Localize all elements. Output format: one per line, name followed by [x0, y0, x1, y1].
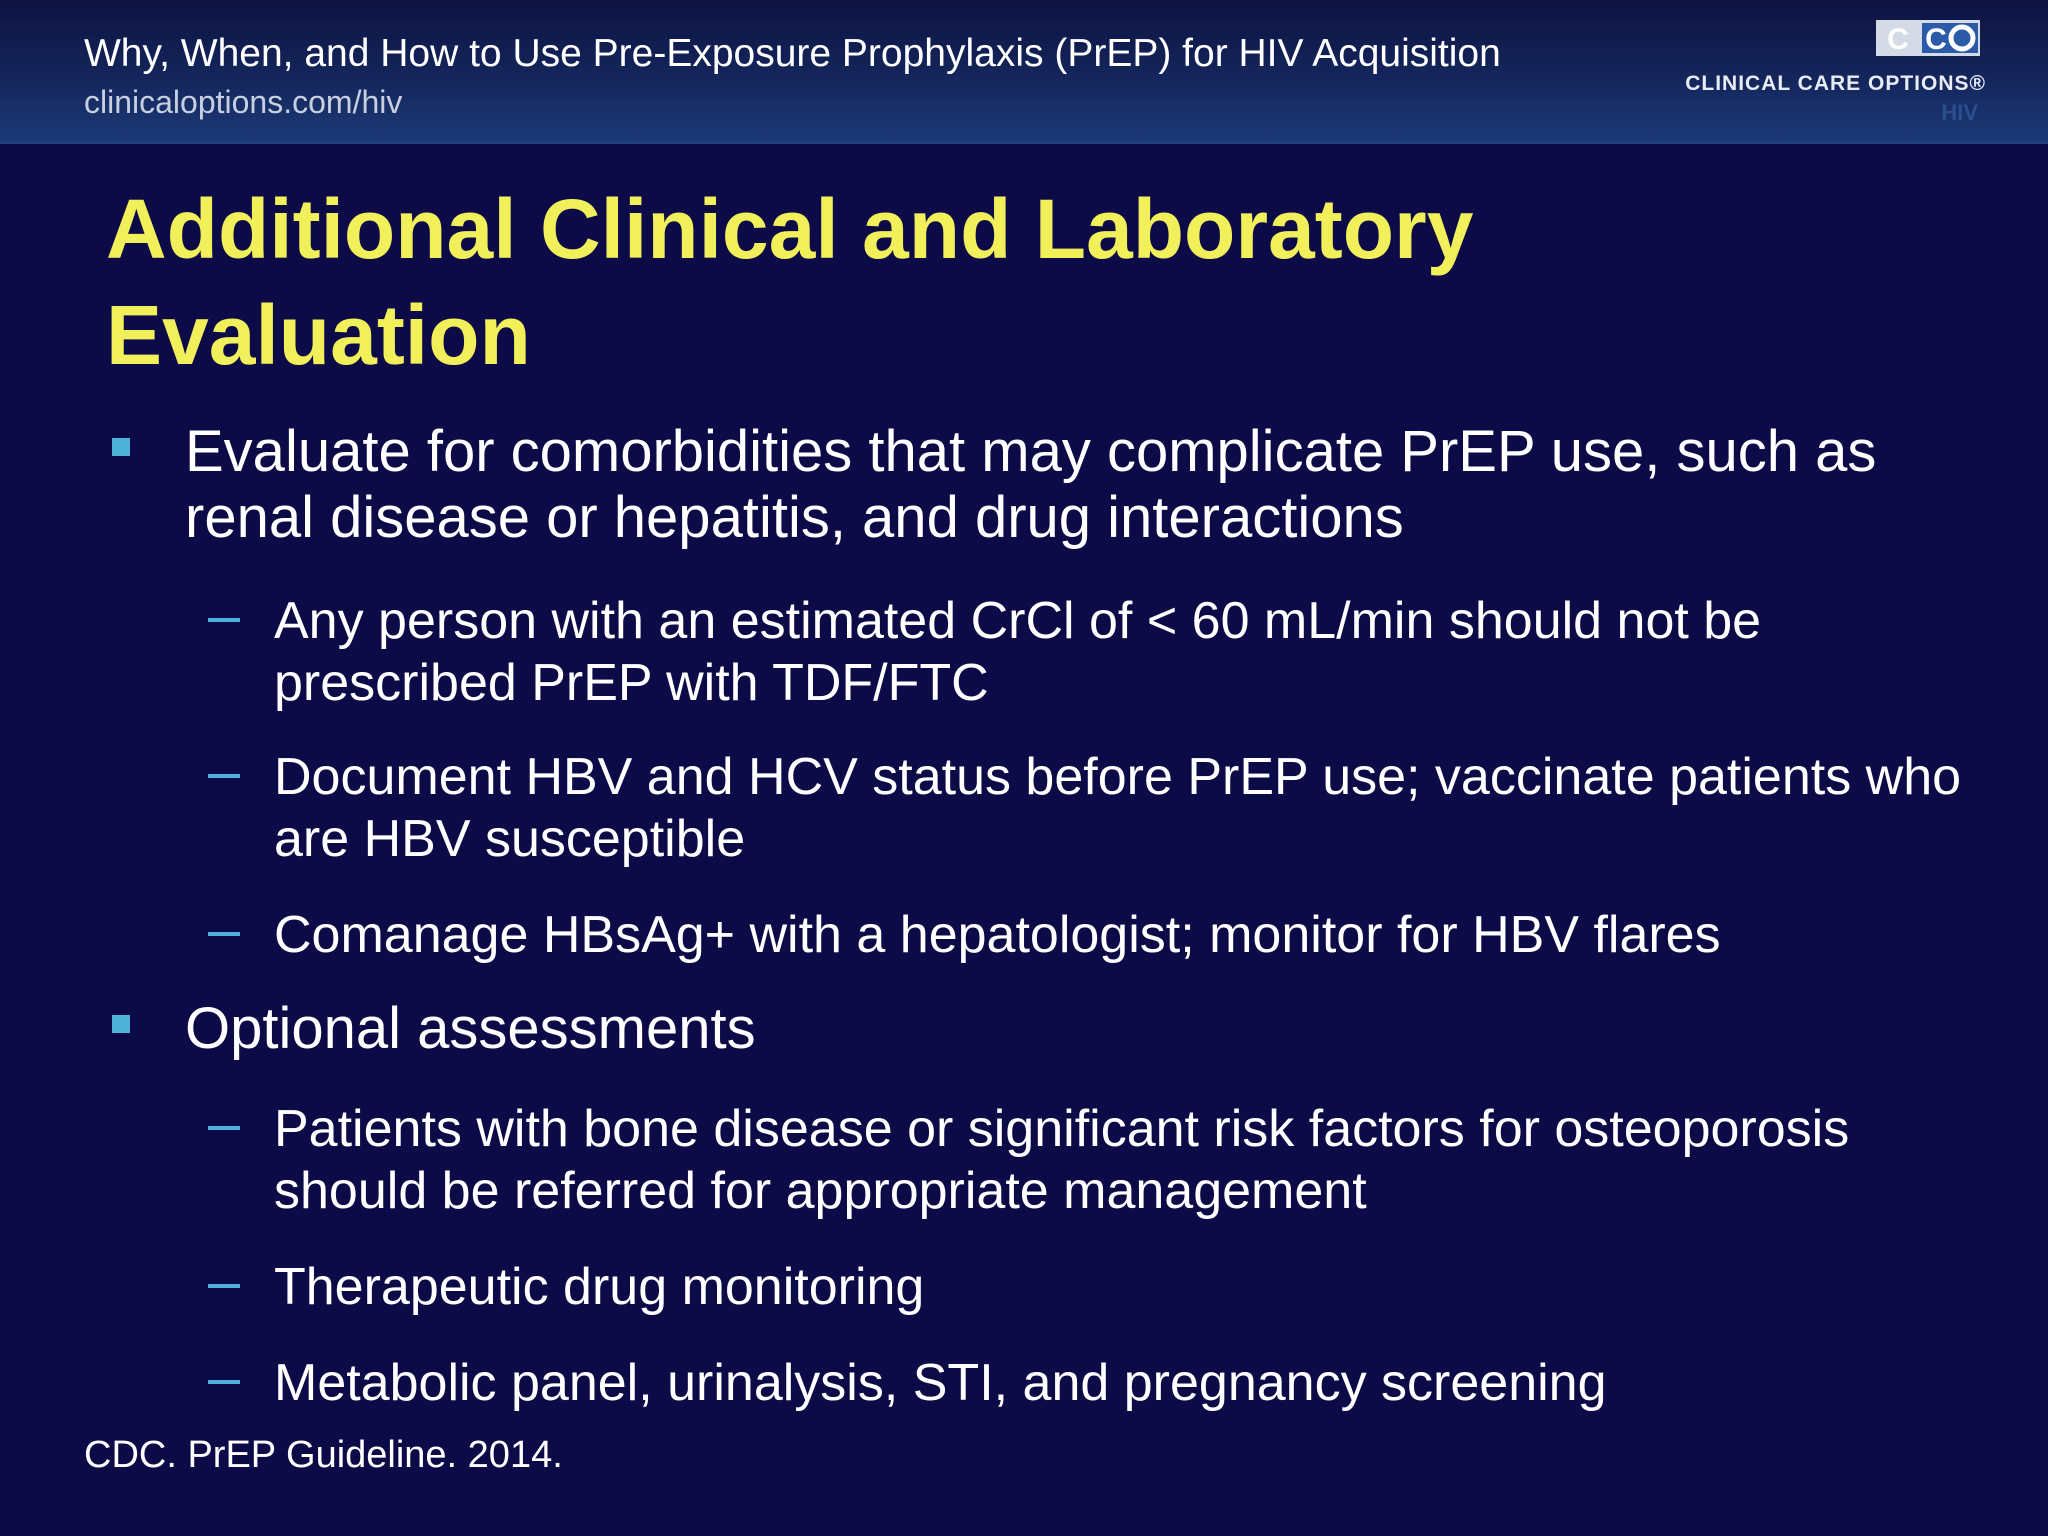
slide-title: [106, 176, 1906, 388]
logo-wordmark: CLINICAL CARE OPTIONS®: [1685, 72, 1986, 95]
website-link[interactable]: clinicaloptions.com/hiv: [84, 84, 403, 120]
bullet-text: Evaluate for comorbidities that may complicate PrEP use, such as renal disease or hepatitis, and drug interactions: [185, 419, 1877, 550]
dash-marker-icon: [208, 1126, 240, 1130]
svg-text:C: C: [1887, 23, 1909, 56]
svg-text:C: C: [1925, 23, 1947, 56]
citation-footnote: CDC. PrEP Guideline. 2014.: [84, 1434, 563, 1476]
cco-logo-mark-icon: [1876, 20, 1980, 56]
sub-bullet-text: Patients with bone disease or significant risk factors for osteoporosis should be referred for appropriate management: [274, 1100, 1850, 1220]
sub-bullet-text: Comanage HBsAg+ with a hepatologist; monitor for HBV flares: [274, 906, 1721, 964]
dash-marker-icon: [208, 774, 240, 778]
slide-title-line-2: Evaluation: [106, 288, 531, 382]
sub-bullet-text: Metabolic panel, urinalysis, STI, and pregnancy screening: [274, 1354, 1607, 1412]
slide-title-line-1: Additional Clinical and Laboratory: [106, 182, 1474, 276]
logo-subtitle: HIV: [1941, 100, 1978, 125]
dash-marker-icon: [208, 1284, 240, 1288]
dash-marker-icon: [208, 1380, 240, 1384]
sub-bullet-text: Therapeutic drug monitoring: [274, 1258, 925, 1316]
bullet-text: Optional assessments: [185, 996, 756, 1061]
sub-bullet-text: Document HBV and HCV status before PrEP use; vaccinate patients who are HBV susceptible: [274, 748, 1962, 868]
presentation-title: Why, When, and How to Use Pre-Exposure Prophylaxis (PrEP) for HIV Acquisition: [84, 32, 1501, 75]
sub-bullet-text: Any person with an estimated CrCl of < 60 mL/min should not be prescribed PrEP with TDF/FTC: [274, 592, 1762, 712]
bullet-marker-icon: [112, 1015, 130, 1033]
cco-logo: [1685, 18, 1990, 128]
header-bar: [0, 0, 2048, 144]
dash-marker-icon: [208, 932, 240, 936]
bullet-marker-icon: [112, 438, 130, 456]
dash-marker-icon: [208, 618, 240, 622]
